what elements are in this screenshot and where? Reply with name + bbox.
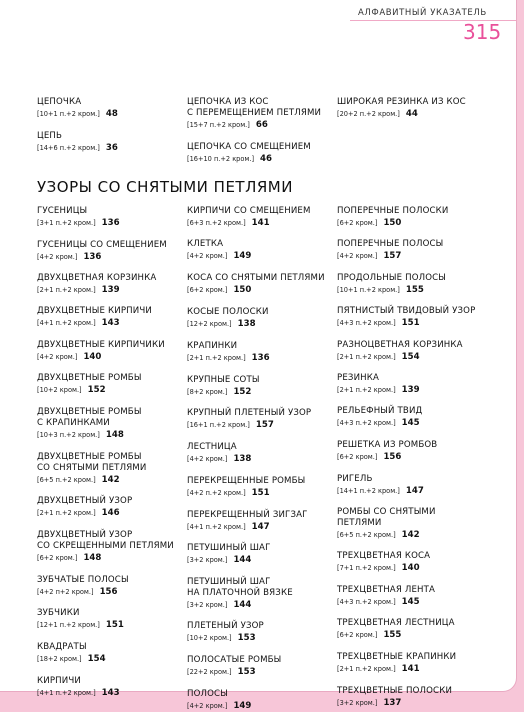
index-entry [337,206,487,229]
entry-title: ЦЕПОЧКА [37,97,82,107]
stitch-repeat: [10+3 п.+2 кром.] [37,431,100,439]
stitch-repeat: [16+10 п.+2 кром.] [187,155,255,163]
index-entry [337,373,487,396]
index-entry [337,585,487,608]
entry-title: ПЛЕТЕНЫЙ УЗОР [187,621,264,631]
page-reference: 149 [233,251,252,261]
index-entry [37,240,187,263]
index-entry [37,642,187,665]
entry-meta [37,318,187,329]
stitch-repeat: [10+1 п.+2 кром.] [37,110,100,118]
index-entry [187,543,337,566]
entry-title: ДВУХЦВЕТНЫЕ РОМБЫ [37,373,142,383]
index-entry [187,206,337,229]
entry-title: ЗУБЧИКИ [37,608,80,618]
stitch-repeat: [4+2 кром.] [187,702,228,710]
stitch-repeat: [4+2 кром.] [37,353,78,361]
stitch-repeat: [6+5 п.+2 кром.] [37,476,96,484]
index-entry [337,97,487,120]
index-entry [337,507,487,541]
entry-title: ПРОДОЛЬНЫЕ ПОЛОСЫ [337,273,447,283]
page-reference: 138 [237,319,256,329]
page-reference: 137 [383,698,402,708]
entry-meta [37,553,187,564]
page-reference: 151 [105,620,124,630]
page-reference: 157 [255,420,274,430]
stitch-repeat: [4+2 п+2 кром.] [37,588,94,596]
stitch-repeat: [8+2 кром.] [187,388,228,396]
entry-meta [187,420,337,431]
entry-meta [187,555,337,566]
page-reference: 142 [101,475,120,485]
page-reference: 156 [99,587,118,597]
index-entry [37,496,187,519]
index-entry [187,307,337,330]
stitch-repeat: [14+6 п.+2 кром.] [37,144,100,152]
entry-title: ДВУХЦВЕТНЫЙ УЗОР [37,496,133,506]
stitch-repeat: [6+2 кром.] [337,631,378,639]
page-reference: 138 [233,454,252,464]
entry-title: КРУПНЫЙ ПЛЕТЕНЫЙ УЗОР [187,408,312,418]
entry-title: ТРЕХЦВЕТНАЯ ЛЕНТА [337,585,436,595]
index-entry [37,373,187,396]
entry-meta [337,418,487,429]
entry-title: ПОЛОСЫ [187,689,228,699]
page-reference: 149 [233,701,252,711]
entry-title: КИРПИЧИ [37,676,81,686]
entry-meta [337,318,487,329]
entry-title: КРАПИНКИ [187,341,238,351]
page-reference: 145 [401,418,420,428]
index-entry [187,408,337,431]
top-column-2 [187,97,337,165]
entry-title: РЕЛЬЕФНЫЙ ТВИД [337,406,423,416]
index-entry [337,686,487,709]
entry-meta [337,452,487,463]
entry-meta [37,430,187,441]
entry-title: ШИРОКАЯ РЕЗИНКА ИЗ КОС [337,97,466,107]
entry-title: РОМБЫ СО СНЯТЫМИ ПЕТЛЯМИ [337,507,436,528]
entry-meta [187,154,337,165]
index-entry [337,440,487,463]
entry-meta [187,251,337,262]
index-entry [37,131,187,154]
index-entry [37,206,187,229]
page-reference: 44 [405,109,418,119]
entry-meta [337,251,487,262]
stitch-repeat: [2+1 п.+2 кром.] [337,665,396,673]
stitch-repeat: [2+1 п.+2 кром.] [37,509,96,517]
entry-meta [337,285,487,296]
stitch-repeat: [4+3 п.+2 кром.] [337,419,396,427]
entry-title: ПЕТУШИНЫЙ ШАГ НА ПЛАТОЧНОЙ ВЯЗКЕ [187,577,293,598]
page-reference: 141 [251,218,270,228]
page-reference: 154 [401,352,420,362]
entry-title: ДВУХЦВЕТНЫЕ КИРПИЧИ [37,306,152,316]
entry-title: КЛЕТКА [187,239,224,249]
page-reference: 150 [233,285,252,295]
entry-meta [187,633,337,644]
stitch-repeat: [15+7 п.+2 кром.] [187,121,250,129]
entry-title: ПОПЕРЕЧНЫЕ ПОЛОСЫ [337,239,444,249]
entry-title: КВАДРАТЫ [37,642,87,652]
entry-title: ЦЕПОЧКА СО СМЕЩЕНИЕМ [187,142,311,152]
page-reference: 152 [233,387,252,397]
stitch-repeat: [3+1 п.+2 кром.] [37,219,96,227]
entry-meta [337,486,487,497]
page-reference: 142 [401,530,420,540]
stitch-repeat: [4+2 кром.] [337,252,378,260]
entry-meta [37,285,187,296]
stitch-repeat: [6+2 кром.] [37,554,78,562]
entry-meta [187,285,337,296]
entry-title: ЦЕПЬ [37,131,63,141]
entry-title: ДВУХЦВЕТНАЯ КОРЗИНКА [37,273,157,283]
index-entry [337,306,487,329]
entry-meta [37,587,187,598]
entry-meta [337,597,487,608]
entry-meta [37,252,187,263]
stitch-repeat: [10+2 кром.] [37,386,82,394]
entry-meta [37,475,187,486]
index-entry [187,621,337,644]
index-entry [187,97,337,131]
index-entry [187,375,337,398]
top-column-3 [337,97,487,120]
entry-title: РЕЗИНКА [337,373,380,383]
index-entry [37,530,187,564]
entry-title: ДВУХЦВЕТНЫЕ РОМБЫ СО СНЯТЫМИ ПЕТЛЯМИ [37,452,147,473]
stitch-repeat: [3+2 кром.] [187,601,228,609]
stitch-repeat: [2+1 п.+2 кром.] [187,354,246,362]
page-reference: 141 [401,664,420,674]
entry-meta [187,600,337,611]
section-heading: УЗОРЫ СО СНЯТЫМИ ПЕТЛЯМИ [37,178,293,196]
entry-title: ГУСЕНИЦЫ [37,206,88,216]
entry-meta [337,563,487,574]
entry-meta [337,385,487,396]
entry-title: ПЯТНИСТЫЙ ТВИДОВЫЙ УЗОР [337,306,476,316]
index-entry [187,142,337,165]
stitch-repeat: [4+2 кром.] [187,252,228,260]
index-entry [187,689,337,712]
stitch-repeat: [10+2 кром.] [187,634,232,642]
entry-meta [37,109,187,120]
entry-meta [337,530,487,541]
entry-title: ПОЛОСАТЫЕ РОМБЫ [187,655,282,665]
index-entry [37,608,187,631]
entry-title: ЗУБЧАТЫЕ ПОЛОСЫ [37,575,129,585]
page-reference: 151 [251,488,270,498]
entry-meta [187,454,337,465]
index-entry [187,442,337,465]
index-entry [337,618,487,641]
page-reference: 36 [105,143,118,153]
entry-meta [37,143,187,154]
index-entry [337,406,487,429]
page-reference: 150 [383,218,402,228]
page-reference: 146 [101,508,120,518]
entry-title: ЦЕПОЧКА ИЗ КОС С ПЕРЕМЕЩЕНИЕМ ПЕТЛЯМИ [187,97,322,118]
entry-meta [187,218,337,229]
index-entry [337,273,487,296]
running-header: АЛФАВИТНЫЙ УКАЗАТЕЛЬ [358,8,487,18]
page-number: 315 [463,20,502,44]
page-reference: 144 [233,600,252,610]
entry-meta [187,120,337,131]
entry-title: ГУСЕНИЦЫ СО СМЕЩЕНИЕМ [37,240,167,250]
entry-title: РАЗНОЦВЕТНАЯ КОРЗИНКА [337,340,463,350]
stitch-repeat: [4+3 п.+2 кром.] [337,319,396,327]
entry-meta [187,701,337,712]
stitch-repeat: [22+2 кром.] [187,668,232,676]
index-entry [37,340,187,363]
page-reference: 143 [101,318,120,328]
entry-title: ПЕРЕКРЕЩЕННЫЙ ЗИГЗАГ [187,510,308,520]
entry-title: ТРЕХЦВЕТНЫЕ КРАПИНКИ [337,652,457,662]
page-reference: 136 [83,252,102,262]
stitch-repeat: [6+2 кром.] [337,219,378,227]
stitch-repeat: [12+1 п.+2 кром.] [37,621,100,629]
stitch-repeat: [4+2 кром.] [37,253,78,261]
stitch-repeat: [4+3 п.+2 кром.] [337,598,396,606]
stitch-repeat: [18+2 кром.] [37,655,82,663]
entry-title: ДВУХЦВЕТНЫЕ КИРПИЧИКИ [37,340,165,350]
page-reference: 66 [255,120,268,130]
entry-meta [37,654,187,665]
entry-meta [187,522,337,533]
index-entry [187,655,337,678]
entry-meta [37,352,187,363]
entry-title: КРУПНЫЕ СОТЫ [187,375,260,385]
index-entry [37,306,187,329]
page-reference: 139 [401,385,420,395]
entry-title: КОСА СО СНЯТЫМИ ПЕТЛЯМИ [187,273,325,283]
entry-meta [337,664,487,675]
stitch-repeat: [2+1 п.+2 кром.] [37,286,96,294]
entry-meta [187,353,337,364]
entry-meta [37,218,187,229]
page-reference: 153 [237,667,256,677]
top-column-1 [37,97,187,154]
entry-meta [37,385,187,396]
entry-title: ДВУХЦВЕТНЫЕ РОМБЫ С КРАПИНКАМИ [37,407,142,428]
index-entry [337,551,487,574]
entry-title: КОСЫЕ ПОЛОСКИ [187,307,269,317]
index-entry [187,273,337,296]
entry-meta [37,688,187,699]
stitch-repeat: [4+1 п.+2 кром.] [37,319,96,327]
entry-title: КИРПИЧИ СО СМЕЩЕНИЕМ [187,206,311,216]
page-reference: 144 [233,555,252,565]
page-reference: 153 [237,633,256,643]
entry-meta [337,352,487,363]
entry-title: ПЕТУШИНЫЙ ШАГ [187,543,271,553]
page-reference: 152 [87,385,106,395]
stitch-repeat: [20+2 п.+2 кром.] [337,110,400,118]
stitch-repeat: [14+1 п.+2 кром.] [337,487,400,495]
index-entry [187,341,337,364]
stitch-repeat: [4+2 п.+2 кром.] [187,489,246,497]
entry-meta [187,667,337,678]
page-reference: 46 [260,154,273,164]
stitch-repeat: [6+3 п.+2 кром.] [187,219,246,227]
page-reference: 148 [105,430,124,440]
page-reference: 147 [405,486,424,496]
entry-meta [337,630,487,641]
stitch-repeat: [4+1 п.+2 кром.] [187,523,246,531]
index-entry [37,676,187,699]
page-reference: 48 [105,109,118,119]
index-entry [187,476,337,499]
index-entry [337,652,487,675]
page-reference: 145 [401,597,420,607]
index-entry [187,510,337,533]
page-reference: 157 [383,251,402,261]
stitch-repeat: [12+2 кром.] [187,320,232,328]
entry-meta [187,387,337,398]
stitch-repeat: [6+2 кром.] [187,286,228,294]
entry-meta [337,109,487,120]
stitch-repeat: [4+1 п.+2 кром.] [37,689,96,697]
index-entry [187,239,337,262]
entry-title: ПЕРЕКРЕЩЕННЫЕ РОМБЫ [187,476,306,486]
entry-title: РЕШЕТКА ИЗ РОМБОВ [337,440,438,450]
index-entry [37,407,187,441]
page-reference: 151 [401,318,420,328]
entry-title: РИГЕЛЬ [337,474,373,484]
entry-meta [337,698,487,709]
index-entry [37,273,187,296]
entry-title: ДВУХЦВЕТНЫЙ УЗОР СО СКРЕЩЕННЫМИ ПЕТЛЯМИ [37,530,174,551]
page-reference: 155 [383,630,402,640]
page-reference: 136 [251,353,270,363]
stitch-repeat: [2+1 п.+2 кром.] [337,353,396,361]
section-column-2 [187,206,337,712]
entry-title: ЛЕСТНИЦА [187,442,237,452]
index-entry [337,239,487,262]
page-reference: 136 [101,218,120,228]
stitch-repeat: [3+2 кром.] [337,699,378,707]
entry-meta [37,508,187,519]
page-reference: 140 [83,352,102,362]
entry-title: ТРЕХЦВЕТНАЯ ЛЕСТНИЦА [337,618,455,628]
section-column-1 [37,206,187,699]
entry-meta [187,488,337,499]
page-reference: 143 [101,688,120,698]
stitch-repeat: [4+2 кром.] [187,455,228,463]
entry-title: ТРЕХЦВЕТНЫЕ ПОЛОСКИ [337,686,453,696]
index-entry [37,452,187,486]
stitch-repeat: [16+1 п.+2 кром.] [187,421,250,429]
entry-meta [187,319,337,330]
index-entry [337,340,487,363]
page-reference: 140 [401,563,420,573]
page-reference: 155 [405,285,424,295]
stitch-repeat: [10+1 п.+2 кром.] [337,286,400,294]
stitch-repeat: [6+2 кром.] [337,453,378,461]
stitch-repeat: [2+1 п.+2 кром.] [337,386,396,394]
page-reference: 154 [87,654,106,664]
stitch-repeat: [6+5 п.+2 кром.] [337,531,396,539]
stitch-repeat: [7+1 п.+2 кром.] [337,564,396,572]
index-entry [37,575,187,598]
section-column-3 [337,206,487,709]
index-entry [37,97,187,120]
page-reference: 147 [251,522,270,532]
entry-title: ТРЕХЦВЕТНАЯ КОСА [337,551,431,561]
stitch-repeat: [3+2 кром.] [187,556,228,564]
index-entry [187,577,337,611]
index-entry [337,474,487,497]
entry-meta [337,218,487,229]
page-reference: 139 [101,285,120,295]
entry-meta [37,620,187,631]
entry-title: ПОПЕРЕЧНЫЕ ПОЛОСКИ [337,206,449,216]
page-reference: 156 [383,452,402,462]
page-reference: 148 [83,553,102,563]
